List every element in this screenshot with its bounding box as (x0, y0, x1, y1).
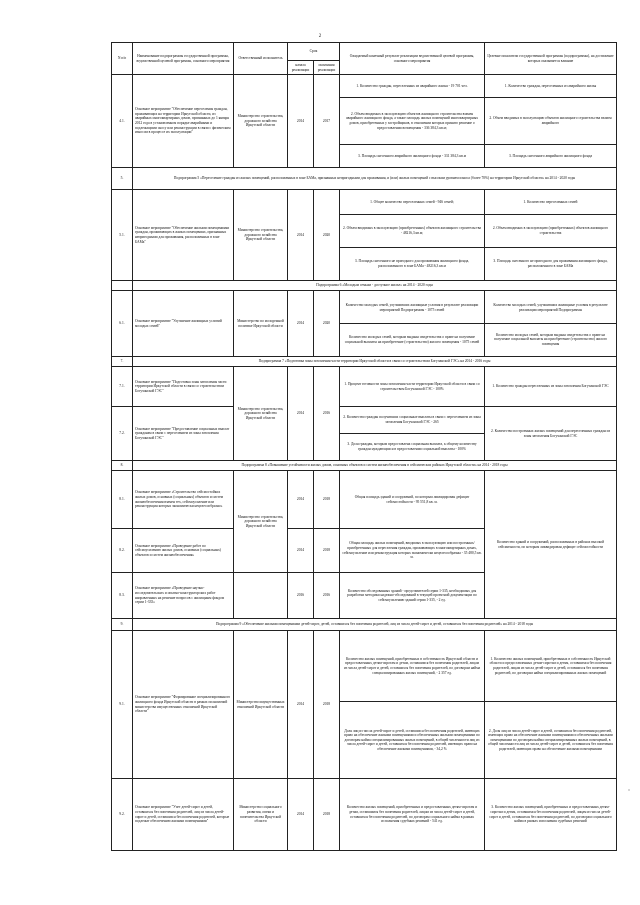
row-num: 4.1. (112, 75, 133, 168)
indicator-item: 2. Доля лиц из числа детей-сирот и детей, оставшихся без попечения родителей, имеющих право на обеспечение жилыми помещениями и обеспеченных жилыми помещениями по договорам найма специализированных жилых помещений, в общей численности лиц из числа детей-сирот и детей, оставшихся без попечения родителей, имеющих право на обеспечение жилыми помещениями (488, 728, 613, 751)
page-number: 2 (318, 34, 322, 39)
subprogram-row (112, 357, 617, 367)
result-item: Количество жилых помещений, приобретенных в собственность Иркутской области и предоставленных детям-сиротам и детям, оставшимся без попечения родителей, лицам из числа детей-сирот и детей, оставшихся без попечения родителей, по договорам найма специализированных жилых помещений, - 2 357 ед. (340, 631, 484, 702)
row-indicator: Количество зданий и сооружений, расположенных в районах высокой сейсмичности, по которым ликвидирован дефицит сейсмостойкости (485, 471, 617, 619)
result-item: 2. Объем вводимых в эксплуатацию объектов жилищного строительства взамен аварийного жилищного фонда, а также площадь жилых помещений многоквартирных домов, приобретенных у застройщиков, в отношении которых принято решение о предоставлении возмещения - 336 384,3 кв.м; (340, 98, 484, 145)
row-num: 9.1. (112, 631, 133, 779)
indicator-item: 3. Площадь снесенного не пригодного для проживания жилищного фонда, расположенного в зоне БАМа (493, 259, 608, 268)
subprogram-row (112, 281, 617, 291)
subprogram-num: 9. (112, 619, 133, 631)
result-item: 3. Площадь снесенного не пригодного для проживания жилищного фонда, расположенного в зоне БАМа - 48216,3 кв.м (354, 259, 470, 268)
row-num: 8.2. (112, 529, 133, 573)
row-results (340, 407, 485, 461)
header-indicators: Целевые показатели государственной программы (подпрограммы), на достижение которых оказывается влияние (485, 43, 617, 75)
row-indicators (485, 291, 617, 357)
row-name: Основное мероприятие «Проведение работ по сейсмоусилению жилых домов, основных (социальных) объектов и систем жизнеобеспечения» (133, 529, 234, 573)
row-num: 9.2. (112, 779, 133, 851)
subprogram-title: Подпрограмма 5 «Переселение граждан из жилых помещений, расположенных в зоне БАМа, признанных непригодными для проживания, и (или) жилых помещений с высоким уровнем износа (более 70%) на территории Иркутской области» на 2014 - 2020 годы (133, 168, 617, 190)
row-indicator: 1. Количество граждан переселенных из зоны затопления Богучанской ГЭС (485, 367, 617, 407)
row-end: 2017 (314, 75, 340, 168)
result-item: 3. Доля граждан, которым предоставлена социальная выплата, к общему количеству граждан нуждающихся в предоставлении социальной выплаты - 100% (347, 442, 477, 451)
row-result: 1. Процент готовности зоны затопления части территории Иркутской области в связи со строительством Богучанской ГЭС - 100% (340, 367, 485, 407)
row-name: Основное мероприятие «Проведение научно-исследовательских и опытно-конструкторских работ направленных на решение вопросов с жилищным фондом серии 1-335» (133, 573, 234, 619)
table-row (112, 190, 617, 281)
row-end: 2018 (314, 631, 340, 779)
table-row (112, 407, 617, 461)
row-result: Общая площадь зданий и сооружений, по которым ликвидирован дефицит сейсмостойкости - 95 551,8 кв. м. (340, 471, 485, 529)
subprogram-num (112, 281, 133, 291)
row-result: Количество жилых помещений, приобретенных и предоставленных детям-сиротам и детям, оставшимся без попечения родителей, лицам из числа детей-сирот и детей, оставшихся без попечения родителей, по договорам социального найма в рамках исполнения судебных решений - 541 ед. (340, 779, 485, 851)
header-term: Срок (288, 43, 340, 61)
margin-mark: " (627, 790, 630, 795)
row-end: 2018 (314, 779, 340, 851)
subprogram-num: 8. (112, 461, 133, 471)
row-end: 2020 (314, 291, 340, 357)
table-row (112, 291, 617, 357)
row-executor: Министерство строительства, дорожного хозяйства Иркутской области (234, 471, 288, 573)
row-results (340, 75, 485, 168)
row-start: 2014 (288, 631, 314, 779)
indicator-item: 2. Объем вводимых в эксплуатацию объектов жилищного строительства взамен аварийного (485, 98, 616, 145)
indicator-item: 2. Объем вводимых в эксплуатацию (приобретенных) объектов жилищного строительства (485, 215, 616, 248)
header-name: Наименование подпрограммы государственной программы, ведомственной целевой программы, основного мероприятия (133, 43, 234, 75)
result-item: 2. Объем вводимых в эксплуатацию (приобретенных) объектов жилищного строительства - 48216,3 кв.м; (340, 215, 484, 248)
row-indicators (485, 75, 617, 168)
table-row (112, 471, 617, 529)
row-num: 6.1. (112, 291, 133, 357)
table-header-row (112, 43, 617, 61)
row-executor: Министерство строительства, дорожного хозяйства Иркутской области (234, 367, 288, 461)
header-num: N п/п (112, 43, 133, 75)
row-name: Основное мероприятие "Обеспечение переселения граждан, проживающих на территории Иркутской области, из аварийных многоквартирных домов, признанных до 1 января 2012 года в установленном порядке аварийными и подлежащими сносу или реконструкции в связи с физическим износом в процессе их эксплуатации" (133, 75, 234, 168)
subprogram-num: 7. (112, 357, 133, 367)
subprogram-row (112, 461, 617, 471)
header-executor: Ответственный исполнитель (234, 43, 288, 75)
row-start: 2014 (288, 75, 314, 168)
result-item: Доля лиц из числа детей-сирот и детей, оставшихся без попечения родителей, имеющих право на обеспечение жилыми помещениями и обеспеченных жилыми помещениями по договорам найма специализированных жилых помещений, в общей численности лиц из числа детей-сирот и детей, оставшихся без попечения родителей, имеющих право на обеспечение жилыми помещениями, - 34,2 % (344, 728, 480, 751)
subprogram-title: Подпрограмма 6 «Молодым семьям - доступное жилье» на 2014 - 2020 годы (133, 281, 617, 291)
row-num: 5.1. (112, 190, 133, 281)
row-name: Основное мероприятие "Учет детей-сирот и детей, оставшихся без попечения родителей, лиц из числа детей-сирот и детей, оставшихся без попечения родителей, которые подлежат обеспечению жилыми помещениями" (133, 779, 234, 851)
row-name: Основное мероприятие "Формирование специализированного жилищного фонда Иркутской области в рамках полномочий министерства имущественных отношений Иркутской области" (133, 631, 234, 779)
indicator-item: Количество молодых семей, которым выданы свидетельства о праве на получение социальной выплаты на приобретение (строительство) жилого помещения (493, 332, 608, 346)
row-end: 2018 (314, 471, 340, 529)
result-item: 1. Общее количество переселенных семей - 946 семей; (340, 190, 484, 215)
table-row (112, 631, 617, 779)
table-row (112, 367, 617, 407)
row-start: 2014 (288, 471, 314, 529)
row-name: Основное мероприятие "Предоставление социальных выплат гражданам в связи с переселением из зоны затопления Богучанской ГЭС" (133, 407, 234, 461)
program-table (111, 42, 617, 851)
row-executor: Министерство по молодежной политике Иркутской области (234, 291, 288, 357)
row-results (340, 631, 485, 779)
row-num: 8.1. (112, 471, 133, 529)
subprogram-row (112, 619, 617, 631)
subprogram-title: Подпрограмма 7 «Подготовка зоны затопления части территории Иркутской области в связи со строительством Богучанской ГЭС» на 2014 - 2016 годы (133, 357, 617, 367)
row-name: Основное мероприятие "Улучшение жилищных условий молодых семей" (133, 291, 234, 357)
row-start: 2014 (288, 529, 314, 573)
indicator-item: 1. Количество жилых помещений, приобретенных в собственность Иркутской области и предоставленных детям-сиротам и детям, оставшимся без попечения родителей, лицам из числа детей-сирот и детей, оставшихся без попечения родителей, по договорам найма специализированных жилых помещений (485, 631, 616, 702)
row-end: 2016 (314, 573, 340, 619)
header-result: Ожидаемый конечный результат реализации ведомственной целевой программы, основного мероприятия (340, 43, 485, 75)
subprogram-title: Подпрограмма 8 «Повышение устойчивости жилых домов, основных объектов и систем жизнеобеспечения в сейсмических районах Иркутской области» на 2014 - 2018 годы (133, 461, 617, 471)
table-row (112, 779, 617, 851)
row-start: 2014 (288, 367, 314, 461)
row-results (340, 190, 485, 281)
row-executor-empty (234, 573, 288, 619)
row-results (340, 291, 485, 357)
row-name: Основное мероприятие "Обеспечение жилыми помещениями граждан, проживающих в жилых помещениях, признанных непригодными для проживания, расположенных в зоне БАМа" (133, 190, 234, 281)
indicator-item: 1. Количество граждан, переселенных из аварийного жилья (485, 75, 616, 98)
indicator-item: 1. Количество переселенных семей (485, 190, 616, 215)
row-executor: Министерство социального развития, опеки и попечительства Иркутской области (234, 779, 288, 851)
row-start: 2016 (288, 573, 314, 619)
row-start: 2014 (288, 779, 314, 851)
subprogram-row (112, 168, 617, 190)
row-executor: Министерство строительства, дорожного хозяйства Иркутской области (234, 190, 288, 281)
row-start: 2014 (288, 190, 314, 281)
indicator-item: Количество молодых семей, улучшивших жилищные условия в результате реализации мероприятий Подпрограммы (485, 292, 616, 324)
subprogram-num: 5. (112, 168, 133, 190)
row-indicator: 3. Количество жилых помещений, приобретенных и предоставленных детям-сиротам и детям, оставшимся без попечения родителей, лицам из числа детей-сирот и детей, оставшихся без попечения родителей, по договорам социального найма в рамках исполнения судебных решений (485, 779, 617, 851)
row-result: Количество обследованных зданий - представителей серии 1-335, необходимых для разработки методики надежно-обследований в текущей проектной документации по сейсмоусилению зданий серии 1-335, - 2 ед. (340, 573, 485, 619)
row-num: 7.1. (112, 367, 133, 407)
result-item: 1. Количество граждан, переселенных из аварийного жилья - 19 701 чел. (340, 75, 484, 98)
row-name: Основное мероприятие "Подготовка зоны затопления части территории Иркутской области в связи со строительством Богучанской ГЭС" (133, 367, 234, 407)
row-end: 2016 (314, 367, 340, 461)
row-name: Основное мероприятие «Строительство сейсмостойких жилых домов, основных (социальных) объектов и систем жизнеобеспечения взамен тех, сейсмоусиление или реконструкция которых экономически нецелесообразно» (133, 471, 234, 529)
result-item: Количество молодых семей, которым выданы свидетельства о праве на получение социальной выплаты на приобретение (строительство) жилого помещения - 1075 семей (344, 334, 480, 344)
indicator-item: 3. Площадь снесенного аварийного жилищного фонда (508, 153, 593, 158)
row-num: 7.2. (112, 407, 133, 461)
result-item: 3. Площадь снесенного аварийного жилищного фонда - 331 384,3 кв.м (358, 153, 466, 158)
row-indicator: 2. Количество построенных жилых помещений для переселенных граждан из зоны затопления Богучанской ГЭС (485, 407, 617, 461)
result-item: Количество молодых семей, улучшивших жилищные условия в результате реализации мероприятий Подпрограммы - 1075 семей (340, 292, 484, 324)
table-row (112, 75, 617, 168)
result-item: 2. Количество граждан получивших социальные выплаты в связи с переселением из зоны затопления Богучанской ГЭС - 265 (340, 407, 484, 434)
row-end: 2020 (314, 190, 340, 281)
row-indicators (485, 190, 617, 281)
header-start: начала реализации (288, 61, 314, 75)
row-executor: Министерство имущественных отношений Иркутской области (234, 631, 288, 779)
row-num: 8.3. (112, 573, 133, 619)
row-executor: Министерство строительства, дорожного хозяйства Иркутской области (234, 75, 288, 168)
row-indicators (485, 631, 617, 779)
subprogram-title: Подпрограмма 9 «Обеспечение жилыми помещениями детей-сирот, детей, оставшихся без попечения родителей, лиц из числа детей-сирот и детей, оставшихся без попечения родителей» на 2014 - 2018 годы (133, 619, 617, 631)
row-end: 2018 (314, 529, 340, 573)
row-start: 2014 (288, 291, 314, 357)
header-end: окончания реализации (314, 61, 340, 75)
row-result: Общая площадь жилых помещений, вводимых в эксплуатацию или построенных/приобретенных для переселения граждан, проживающих в многоквартирных домах, сейсмоусиление или реконструкция которых экономически нецелесообразны - 35 480,5 кв. м. (340, 529, 485, 573)
